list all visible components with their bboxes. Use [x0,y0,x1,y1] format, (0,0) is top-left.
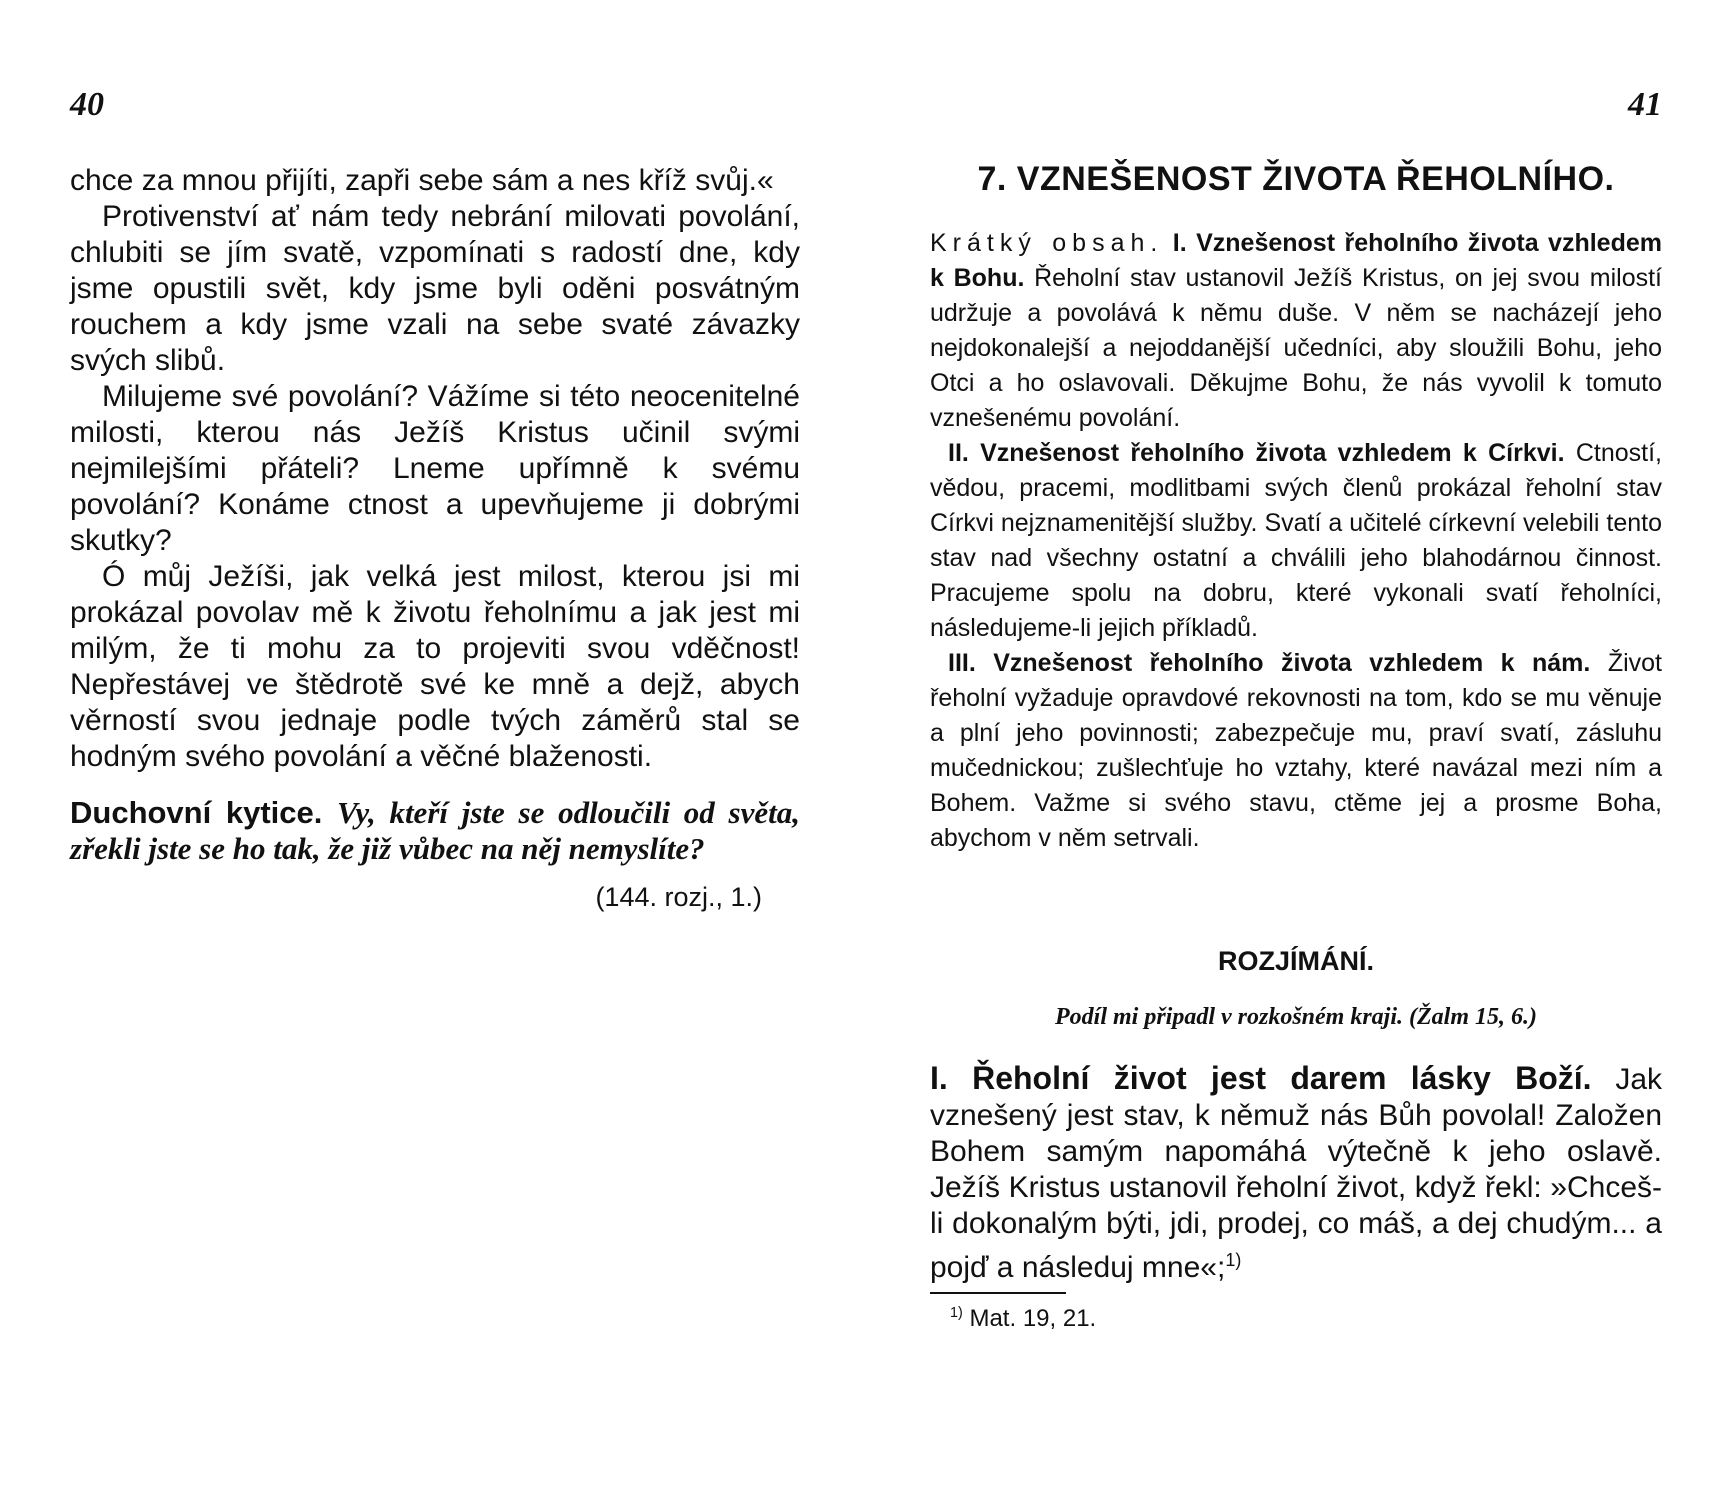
paragraph: Protivenství ať nám tedy nebrání milovati povolání, chlubiti se jím svatě, vzpomínati s radostí dne, kdy jsme opustili svět, kdy jsme byli oděni posvátným rouchem a kdy jsme vzali na sebe svaté závazky svých slibů. [70,200,800,377]
right-page [930,0,1662,1500]
spiritual-bouquet [70,795,800,867]
left-page [70,0,800,1500]
chapter-title: 7. VZNEŠENOST ŽIVOTA ŘEHOLNÍHO. [977,160,1615,198]
summary-heading: I. Vznešenost řeholního života vzhledem k Bohu. [930,229,1662,292]
footnote-text: Mat. 19, 21. [969,1305,1097,1332]
meditation-body [930,1060,1662,1286]
summary-text: Ctností, vědou, pracemi, modlitbami svých členů prokázal řeholní stav Církvi nejznamenitější služby. Svatí a učitelé církevní velebili tento stav nad všechny ostatní a chválili jeho blahodárnou činnost. Pracujeme spolu na dobru, které vykonali svatí řeholníci, následujeme-li jejich příkladů. [930,439,1662,642]
paragraph: chce za mnou přijíti, zapři sebe sám a nes kříž svůj.« [70,164,774,197]
summary-text: Život řeholní vyžaduje opravdové rekovnosti na tom, kdo se mu věnuje a plní jeho povinnosti; zabezpečuje mu, praví svatí, zásluhu mučednickou; zušlechťuje ho vztahy, které navázal mezi ním a Bohem. Važme si svého stavu, ctěme jej a prosme Boha, abychom v něm setrvali. [930,649,1663,852]
bouquet-text: Vy, kteří jste se odloučili od světa, zřekli jste se ho tak, že již vůbec na něj nemyslíte? [70,795,800,866]
paragraph: Ó můj Ježíši, jak velká jest milost, kterou jsi mi prokázal povolav mě k životu řeholnímu a jak jest mi milým, že ti mohu za to projeviti svou vděčnost! Nepřestávej ve štědrotě své ke mně a dejž, abych věrností svou jednaje podle tvých záměrů stal se hodným svého povolání a věčné blaženosti. [70,560,800,773]
summary-text: Řeholní stav ustanovil Ježíš Kristus, on jej svou milostí udržuje a povolává k němu duše. V něm se nacházejí jeho nejdokonalejší a nejoddanější učedníci, aby sloužili Bohu, jeho Otci a ho oslavovali. Děkujme Bohu, že nás vyvolil k tomuto vznešenému povolání. [930,264,1662,432]
summary [930,226,1662,856]
summary-label: Krátký obsah. [930,229,1164,257]
footnote [950,1305,1096,1333]
page-number-left: 40 [70,86,104,123]
reference: (144. rozj., 1.) [595,882,762,912]
footnote-mark: 1) [950,1305,963,1321]
meditation-text: Jak vznešený jest stav, k němuž nás Bůh povolal! Založen Bohem samým napomáhá výtečně k jeho oslavě. Ježíš Kristus ustanovil řeholní život, když řekl: »Chceš-li dokonalým býti, jdi, prodej, co máš, a dej chudým... a pojď a následuj mne«; [930,1063,1663,1284]
bouquet-label: Duchovní kytice. [70,795,323,830]
meditation-title: ROZJÍMÁNÍ. [1217,946,1374,976]
paragraph: Milujeme své povolání? Vážíme si této neocenitelné milosti, kterou nás Ježíš Kristus učinil svými nejmilejšími přáteli? Lneme upřímně k svému povolání? Konáme ctnost a upevňujeme ji dobrými skutky? [70,380,800,557]
footnote-divider [930,1292,1066,1294]
left-body-text [70,163,800,915]
summary-heading: II. Vznešenost řeholního života vzhledem k Církvi. [948,439,1565,467]
footnote-marker: 1) [1225,1250,1242,1270]
page-number-right: 41 [1628,86,1662,123]
motto: Podíl mi připadl v rozkošném kraji. (Žalm 15, 6.) [1054,1004,1537,1030]
summary-heading: III. Vznešenost řeholního života vzhledem k nám. [948,649,1591,677]
meditation-heading: I. Řeholní život jest darem lásky Boží. [930,1060,1592,1096]
